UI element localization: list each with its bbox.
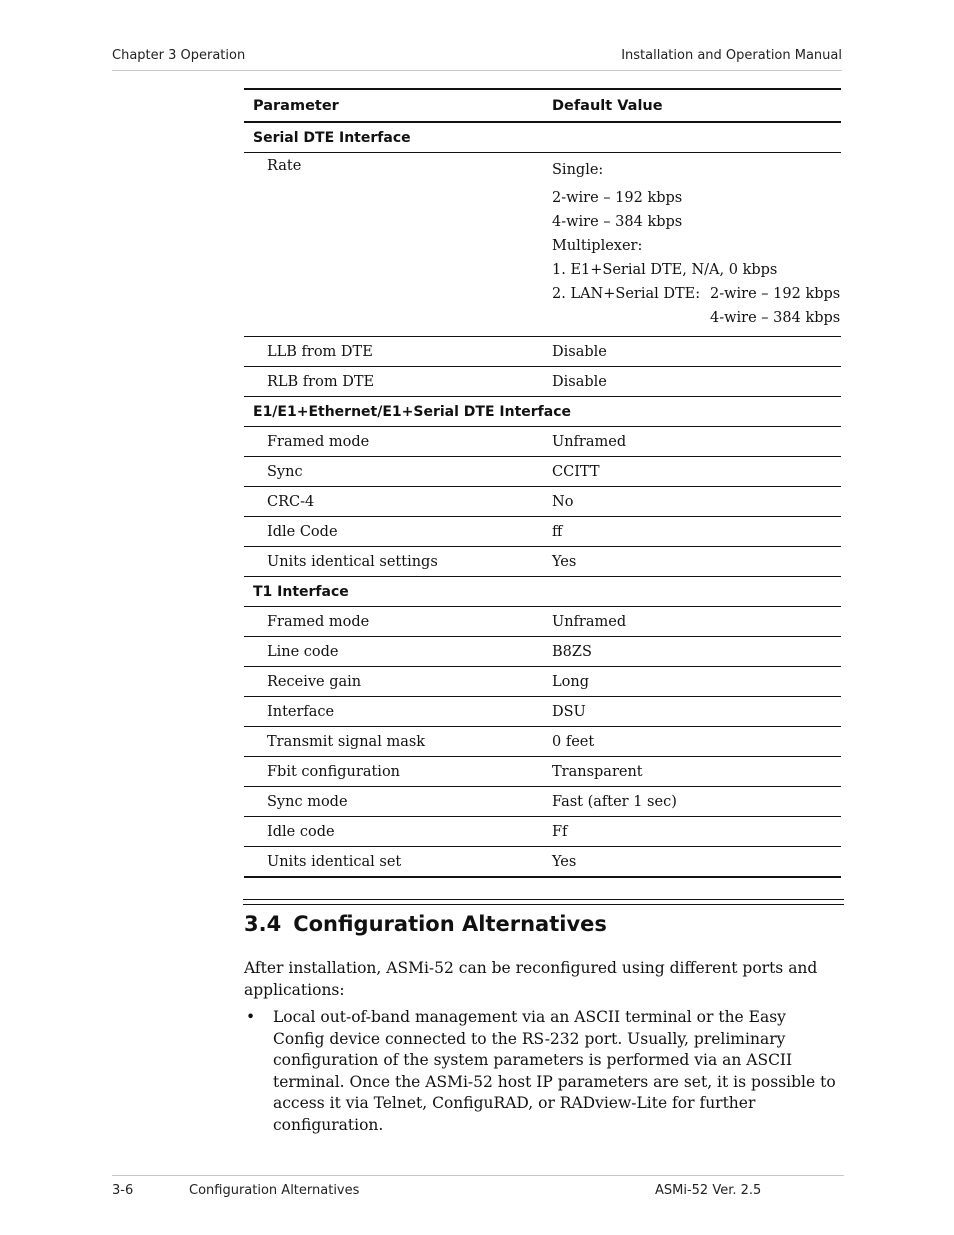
page-number: 3-6 xyxy=(112,1183,134,1198)
default-value: Yes xyxy=(552,847,841,878)
default-value: Unframed xyxy=(552,427,841,457)
table-row xyxy=(244,517,841,547)
table-row xyxy=(244,847,841,878)
section-number: 3.4 xyxy=(244,912,282,936)
table-row xyxy=(244,337,841,367)
parameter-name: Interface xyxy=(244,697,552,727)
default-value: Long xyxy=(552,667,841,697)
default-value: ff xyxy=(552,517,841,547)
parameter-name: LLB from DTE xyxy=(244,337,552,367)
default-value: No xyxy=(552,487,841,517)
table-row xyxy=(244,787,841,817)
table-row xyxy=(244,547,841,577)
running-header xyxy=(112,48,842,71)
manual-title: Installation and Operation Manual xyxy=(621,48,842,63)
rate-line: Single: xyxy=(552,162,604,178)
parameter-name: Framed mode xyxy=(244,427,552,457)
table-row-rate xyxy=(244,153,841,337)
default-value: Transparent xyxy=(552,757,841,787)
section-heading: Serial DTE Interface xyxy=(244,122,841,153)
default-value: Ff xyxy=(552,817,841,847)
table-row xyxy=(244,667,841,697)
rate-line: 2-wire – 192 kbps xyxy=(552,190,683,206)
default-value: Disable xyxy=(552,367,841,397)
parameter-name: Idle Code xyxy=(244,517,552,547)
rate-lan-value: 4-wire – 384 kbps xyxy=(710,310,841,326)
parameter-name: Sync xyxy=(244,457,552,487)
default-value: DSU xyxy=(552,697,841,727)
parameter-name: Sync mode xyxy=(244,787,552,817)
rate-lan-line xyxy=(552,282,841,306)
section-title: Configuration Alternatives xyxy=(293,912,607,936)
default-value: Disable xyxy=(552,337,841,367)
running-footer xyxy=(112,1175,844,1206)
table-row xyxy=(244,637,841,667)
table-row xyxy=(244,817,841,847)
table-row xyxy=(244,367,841,397)
parameter-name: Idle code xyxy=(244,817,552,847)
default-value: 0 feet xyxy=(552,727,841,757)
section-heading-3-4 xyxy=(244,912,607,936)
parameter-name: Fbit configuration xyxy=(244,757,552,787)
chapter-label: Chapter 3 Operation xyxy=(112,48,246,63)
parameter-name: Rate xyxy=(244,153,552,337)
section-heading: E1/E1+Ethernet/E1+Serial DTE Interface xyxy=(244,397,841,427)
parameter-name: CRC-4 xyxy=(244,487,552,517)
parameter-name: Receive gain xyxy=(244,667,552,697)
parameter-name: Transmit signal mask xyxy=(244,727,552,757)
rate-line: 1. E1+Serial DTE, N/A, 0 kbps xyxy=(552,262,778,278)
default-value: B8ZS xyxy=(552,637,841,667)
section-divider xyxy=(243,899,844,905)
section-row-t1 xyxy=(244,577,841,607)
bullet-item xyxy=(244,1007,842,1136)
table-row xyxy=(244,487,841,517)
rate-line: Multiplexer: xyxy=(552,238,643,254)
table-row xyxy=(244,427,841,457)
footer-section: Configuration Alternatives xyxy=(189,1183,360,1198)
rate-lan-label: 2. LAN+Serial DTE: xyxy=(552,286,701,302)
parameter-name: Line code xyxy=(244,637,552,667)
parameter-name: RLB from DTE xyxy=(244,367,552,397)
parameter-name: Framed mode xyxy=(244,607,552,637)
table-row xyxy=(244,757,841,787)
rate-lan-value: 2-wire – 192 kbps xyxy=(710,286,841,302)
column-header-default-value: Default Value xyxy=(552,89,841,122)
parameter-name: Units identical set xyxy=(244,847,552,878)
table-row xyxy=(244,697,841,727)
rate-values xyxy=(552,153,841,337)
section-row-e1 xyxy=(244,397,841,427)
default-value: Yes xyxy=(552,547,841,577)
bullet-text: Local out-of-band management via an ASCII terminal or the Easy Config device connected to the RS-232 port. Usually, preliminary configuration of the system parameters is performed via an ASCII terminal. Once the ASMi-52 host IP parameters are set, it is possible to access it via Telnet, ConfiguRAD, or RADview-Lite for further configuration. xyxy=(273,1008,836,1134)
column-header-parameter: Parameter xyxy=(244,89,552,122)
table-row xyxy=(244,607,841,637)
default-value: CCITT xyxy=(552,457,841,487)
rate-lan-line xyxy=(552,306,841,330)
intro-paragraph: After installation, ASMi-52 can be reconfigured using different ports and applications: xyxy=(244,959,818,999)
rate-line: 4-wire – 384 kbps xyxy=(552,214,683,230)
default-value: Unframed xyxy=(552,607,841,637)
default-value: Fast (after 1 sec) xyxy=(552,787,841,817)
section-heading: T1 Interface xyxy=(244,577,841,607)
table-row xyxy=(244,727,841,757)
default-values-table xyxy=(244,88,841,878)
product-version: ASMi-52 Ver. 2.5 xyxy=(655,1183,762,1198)
table-row xyxy=(244,457,841,487)
parameter-name: Units identical settings xyxy=(244,547,552,577)
bullet-icon: • xyxy=(246,1008,256,1026)
section-row-serial-dte xyxy=(244,122,841,153)
table-header-row xyxy=(244,89,841,122)
